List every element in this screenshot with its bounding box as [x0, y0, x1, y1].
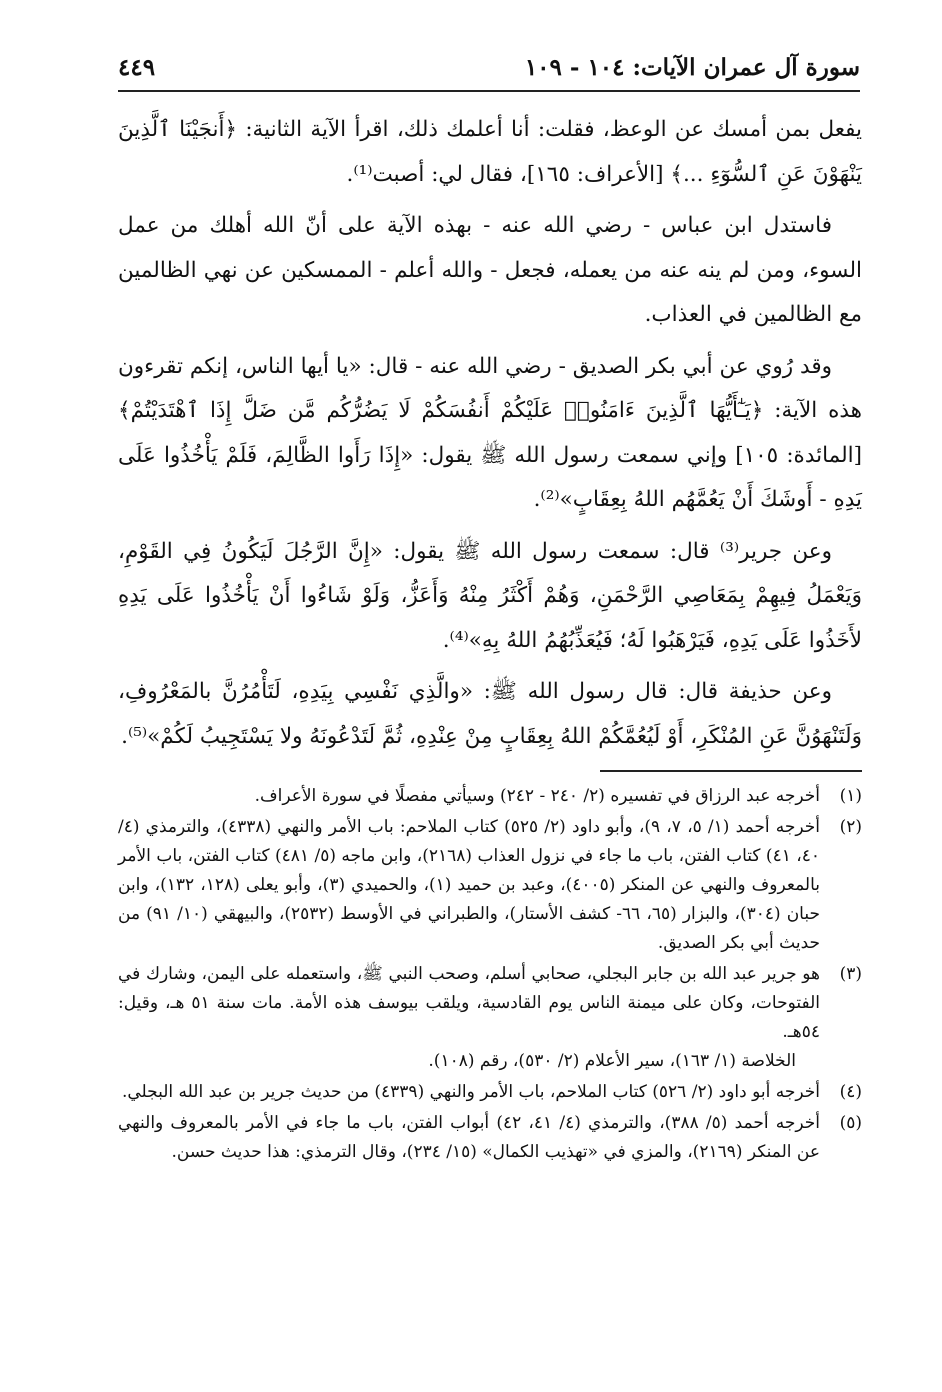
- footnote: [118, 813, 862, 958]
- header-title: سورة آل عمران الآيات: ١٠٤ - ١٠٩: [524, 54, 860, 81]
- footnote-number: (١): [839, 786, 862, 806]
- paragraph: فاستدل ابن عباس - رضي الله عنه - بهذه الآية على أنّ الله أهلك من عمل السوء، ومن لم ينه عنه من يعمله، فجعل - والله أعلم - الممسكين عن نهي الظالمين مع الظالمين في العذاب.: [118, 213, 862, 327]
- running-header: [118, 50, 860, 92]
- footnote-divider: [600, 770, 862, 772]
- footnote: [118, 960, 862, 1076]
- footnote-sources: الخلاصة (١/ ١٦٣)، سير الأعلام (٢/ ٥٣٠)، رقم (١٠٨).: [428, 1051, 796, 1071]
- footnote-number: (٢): [839, 817, 862, 837]
- paragraph: يفعل بمن أمسك عن الوعظ، فقلت: أنا أعلمك ذلك، اقرأ الآية الثانية: ﴿أَنجَيْنَا ٱلَّذِينَ يَنْهَوْنَ عَنِ ٱلسُّوٓءِ ...﴾ [الأعراف: ١٦٥]، فقال لي: أصبت⁽¹⁾.: [118, 117, 862, 187]
- main-text: [118, 108, 862, 766]
- paragraph: وعن جرير⁽³⁾ قال: سمعت رسول الله ﷺ يقول: «إِنَّ الرَّجُلَ لَيَكُونُ فِي القَوْمِ، وَيَعْمَلُ فِيهِمْ بِمَعَاصِي الرَّحْمَنِ، وَهُمْ أَكْثَرُ مِنْهُ وَأَعَزُّ، وَلَوْ شَاءُوا أَنْ يَأْخُذُوا عَلَى يَدِهِ لأَخَذُوا عَلَى يَدِهِ، فَيَرْهَبُوا لَهُ؛ فَيُعَذِّبُهُمُ اللهُ بِهِ»⁽⁴⁾.: [118, 538, 862, 653]
- footnote: [118, 782, 862, 811]
- footnote-text: هو جرير عبد الله بن جابر البجلي، صحابي أسلم، وصحب النبي ﷺ، واستعمله على اليمن، وشارك في الفتوحات، وكان على ميمنة الناس يوم القادسية، ويلقب بيوسف هذه الأمة. مات سنة ٥١ هـ، وقيل: ٥٤هـ.: [118, 964, 820, 1042]
- footnote-number: (٤): [839, 1082, 862, 1102]
- paragraph: وعن حذيفة قال: قال رسول الله ﷺ: «والَّذِي نَفْسِي بِيَدِهِ، لَتَأْمُرُنَّ بالمَعْرُوفِ، وَلَتَنْهَوُنَّ عَنِ المُنْكَرِ، أَوْ لَيُعُمَّكُمْ اللهُ بِعِقَابٍ مِنْ عِنْدِهِ، ثُمَّ لَتَدْعُونَهُ ولا يَسْتَجِيبُ لَكُمْ»⁽⁵⁾.: [118, 679, 862, 749]
- page-number: ٤٤٩: [118, 54, 156, 81]
- footnote-number: (٥): [839, 1113, 862, 1133]
- footnote-text: أخرجه أبو داود (٢/ ٥٢٦) كتاب الملاحم، باب الأمر والنهي (٤٣٣٩) من حديث جرير بن عبد الله البجلي.: [121, 1082, 820, 1102]
- paragraph: وقد رُوي عن أبي بكر الصديق - رضي الله عنه - قال: «يا أيها الناس، إنكم تقرءون هذه الآية: ﴿يَـٰٓأَيُّهَا ٱلَّذِينَ ءَامَنُوا۟ عَلَيْكُمْ أَنفُسَكُمْ لَا يَضُرُّكُم مَّن ضَلَّ إِذَا ٱهْتَدَيْتُمْ﴾ [المائدة: ١٠٥] وإني سمعت رسول الله ﷺ يقول: «إِذَا رَأَوا الظَّالِمَ، فَلَمْ يَأْخُذُوا عَلَى يَدِهِ - أَوشَكَ أَنْ يَعُمَّهُم اللهُ بِعِقَابٍ»⁽²⁾.: [118, 353, 862, 512]
- footnote: [118, 1109, 862, 1167]
- footnote: [118, 1078, 862, 1107]
- footnote-text: أخرجه أحمد (٥/ ٣٨٨)، والترمذي (٤/ ٤١، ٤٢) أبواب الفتن، باب ما جاء في الأمر بالمعروف والنهي عن المنكر (٢١٦٩)، والمزي في «تهذيب الكمال» (١٥/ ٢٣٤)، وقال الترمذي: هذا حديث حسن.: [118, 1113, 820, 1162]
- footnotes: [118, 782, 862, 1169]
- footnote-number: (٣): [839, 964, 862, 984]
- footnote-text: أخرجه عبد الرزاق في تفسيره (٢/ ٢٤٠ - ٢٤٢) وسيأتي مفصلًا في سورة الأعراف.: [254, 786, 820, 806]
- footnote-text: أخرجه أحمد (١/ ٥، ٧، ٩)، وأبو داود (٢/ ٥٢٥) كتاب الملاحم: باب الأمر والنهي (٤٣٣٨)، والترمذي (٤/ ٤٠، ٤١) كتاب الفتن، باب ما جاء في نزول العذاب (٢١٦٨)، وابن ماجه (٥/ ٤٨١) كتاب الفتن، باب الأمر بالمعروف والنهي عن المنكر (٤٠٠٥)، وعبد بن حميد (١)، والحميدي (٣)، وأبو يعلى (١٢٨، ١٣٢)، وابن حبان (٣٠٤)، والبزار (٦٥، ٦٦- كشف الأستار)، والطبراني في الأوسط (٢٥٣٢)، والبيهقي (١٠/ ٩١) من حديث أبي بكر الصديق.: [118, 817, 821, 953]
- footnote-body: [118, 960, 820, 1076]
